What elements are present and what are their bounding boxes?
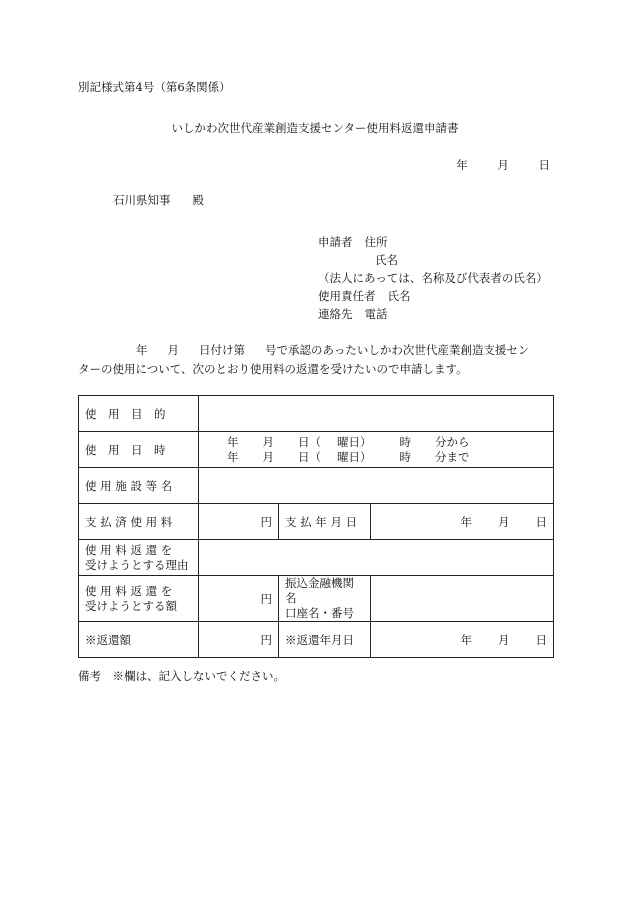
date-month: 月	[498, 514, 510, 529]
refund-date-field	[371, 622, 554, 658]
sched-year: 年	[227, 449, 239, 464]
bank-field[interactable]	[371, 576, 554, 622]
addressee	[113, 192, 204, 208]
datetime-field[interactable]	[199, 432, 554, 468]
refund-label: ※返還額	[79, 622, 199, 658]
responsible-label: 使用責任者	[318, 289, 376, 303]
address-label: 住所	[364, 235, 388, 249]
date-month-label: 月	[497, 158, 509, 172]
phone-label: 電話	[364, 307, 388, 321]
intro-body-2: ターの使用について、次のとおり使用料の返還を受けたいので申請します。	[78, 362, 468, 376]
table-row	[79, 468, 554, 504]
sched-month: 月	[262, 449, 274, 464]
refund-field	[199, 622, 279, 658]
yen-unit: 円	[260, 632, 272, 647]
application-table	[78, 395, 554, 658]
sched-year: 年	[227, 434, 239, 449]
yen-unit: 円	[260, 514, 272, 529]
date-year-label: 年	[456, 158, 468, 172]
refund-amount-field[interactable]	[199, 576, 279, 622]
date-month: 月	[498, 632, 510, 647]
addressee-honorific: 殿	[192, 193, 204, 207]
contact-label: 連絡先	[318, 307, 353, 321]
sched-hour: 時	[399, 434, 411, 449]
purpose-label: 使 用 目 的	[79, 396, 199, 432]
reason-label: 使 用 料 返 還 を 受けようとする理由	[79, 540, 199, 576]
application-date	[430, 157, 550, 173]
date-day: 日	[535, 632, 548, 647]
reason-field[interactable]	[199, 540, 554, 576]
table-row	[79, 504, 554, 540]
sched-day: 日（	[298, 449, 321, 464]
table-row	[79, 576, 554, 622]
applicant-label: 申請者	[318, 235, 353, 249]
sched-day: 日（	[298, 434, 321, 449]
date-year: 年	[460, 514, 473, 529]
document-title: いしかわ次世代産業創造支援センター使用料返還申請書	[171, 121, 459, 135]
intro-month: 月	[167, 343, 179, 357]
refund-date-label: ※返還年月日	[279, 622, 371, 658]
sched-from: 分から	[435, 434, 470, 449]
facility-field[interactable]	[199, 468, 554, 504]
date-day: 日	[535, 514, 548, 529]
intro-year: 年	[136, 343, 148, 357]
table-row	[79, 622, 554, 658]
addressee-name: 石川県知事	[113, 193, 171, 207]
datetime-label: 使 用 日 時	[79, 432, 199, 468]
table-row	[79, 396, 554, 432]
sched-hour: 時	[399, 449, 411, 464]
sched-month: 月	[262, 434, 274, 449]
purpose-field[interactable]	[199, 396, 554, 432]
sched-to: 分まで	[435, 449, 470, 464]
table-row	[79, 540, 554, 576]
paid-fee-field[interactable]	[199, 504, 279, 540]
form-number: 別記様式第4号（第6条関係）	[78, 80, 231, 94]
intro-dated-no: 日付け第	[199, 343, 245, 357]
refund-amount-label: 使 用 料 返 還 を 受けようとする額	[79, 576, 199, 622]
sched-dow: 曜日）	[337, 449, 372, 464]
yen-unit: 円	[260, 591, 272, 606]
paid-fee-label: 支 払 済 使 用 料	[79, 504, 199, 540]
name-label: 氏名	[375, 253, 398, 267]
sched-dow: 曜日）	[337, 434, 372, 449]
payment-date-label: 支 払 年 月 日	[279, 504, 371, 540]
applicant-block	[318, 233, 548, 323]
remarks-note: 備考 ※欄は、記入しないでください。	[78, 669, 285, 683]
date-day-label: 日	[538, 158, 550, 172]
payment-date-field[interactable]	[371, 504, 554, 540]
intro-body-1: 号で承認のあったいしかわ次世代産業創造支援セン	[265, 343, 530, 357]
responsible-name-label: 氏名	[387, 289, 411, 303]
bank-label: 振込金融機関名 口座名・番号	[279, 576, 371, 622]
facility-label: 使 用 施 設 等 名	[79, 468, 199, 504]
corporate-note: （法人にあっては、名称及び代表者の氏名）	[318, 271, 548, 285]
table-row	[79, 432, 554, 468]
intro-paragraph	[78, 341, 556, 379]
date-year: 年	[460, 632, 473, 647]
